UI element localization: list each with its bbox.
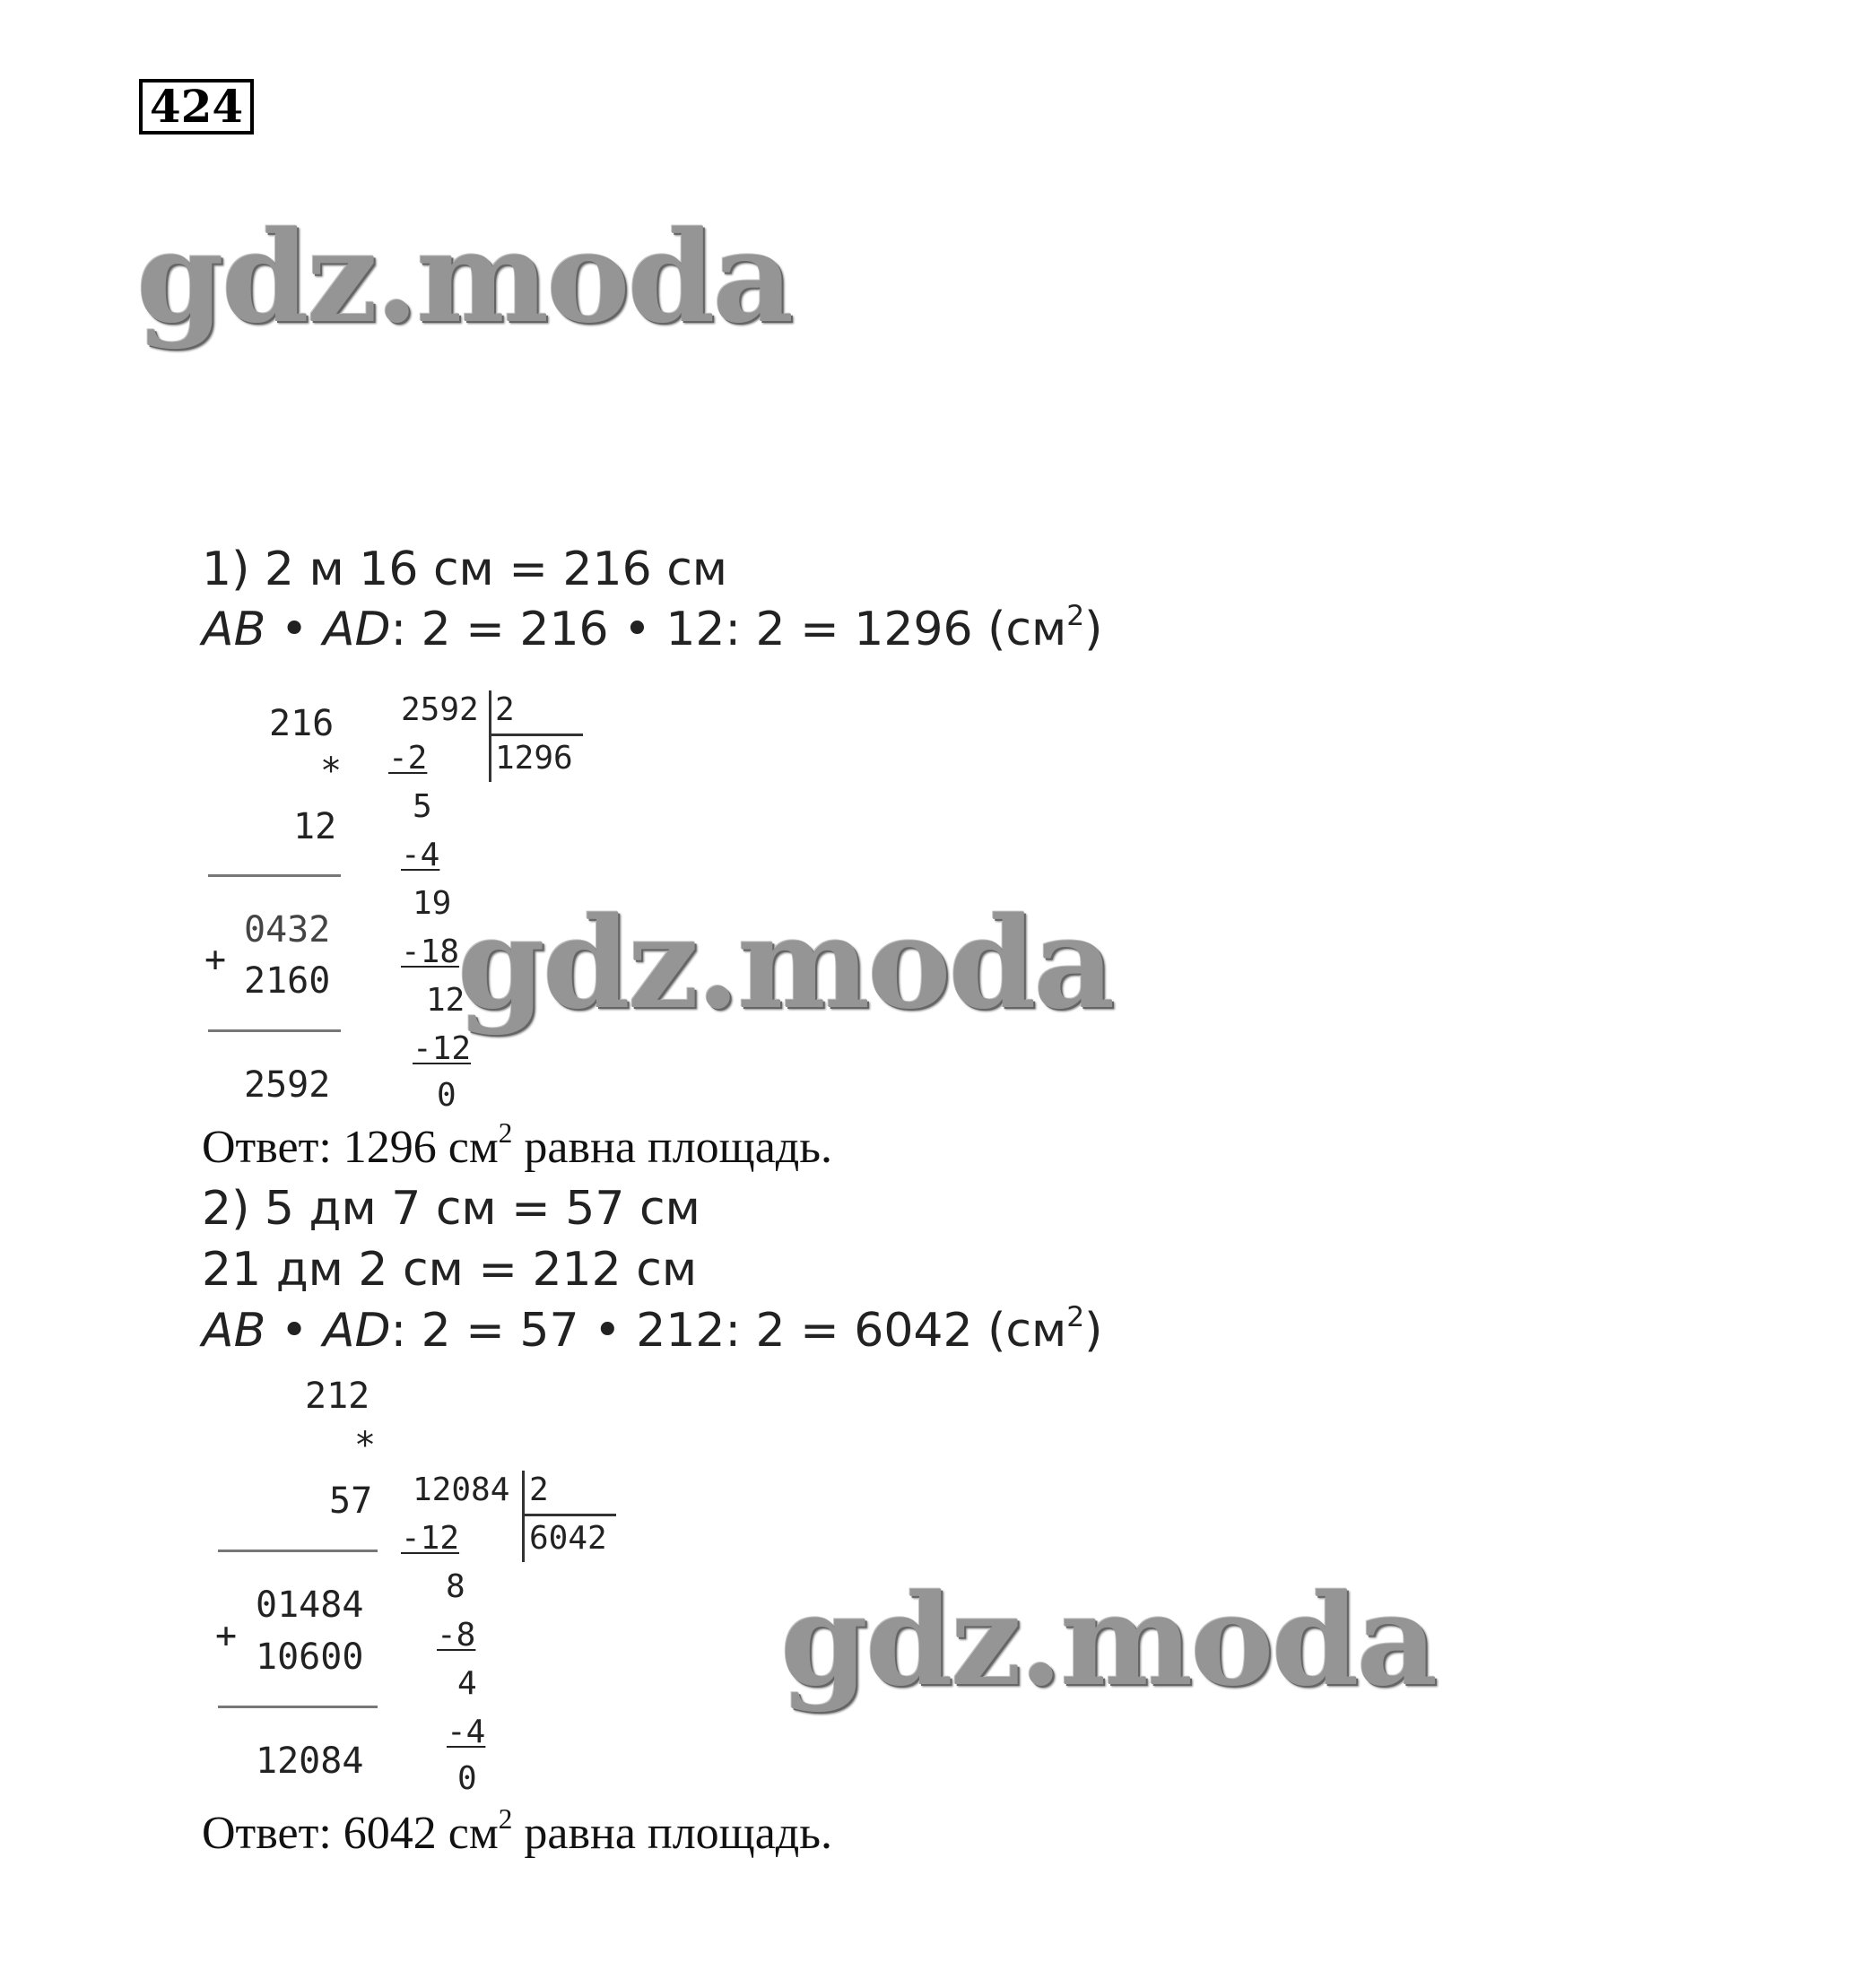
formula-sup: 2 <box>1066 600 1085 633</box>
div1-dividend: 2592 <box>401 691 479 728</box>
div1-step: 12 <box>426 982 465 1019</box>
div1-step: -4 <box>401 837 440 873</box>
formula-rest: : 2 = 216 • 12: 2 = 1296 (см <box>390 603 1067 656</box>
mult1-op: * <box>320 751 343 792</box>
watermark-bottom: gdz.moda <box>780 1567 1436 1715</box>
div1-divisor: 2 <box>495 691 515 728</box>
answer1-sup: 2 <box>498 1117 513 1150</box>
mult1-rule-bottom <box>208 1029 341 1032</box>
div2-divisor: 2 <box>529 1471 549 1508</box>
mult1-result: 2592 <box>244 1064 331 1106</box>
div1-step: 19 <box>413 885 452 922</box>
mult1-a: 216 <box>269 703 335 744</box>
part2-conversion-1: 2) 5 дм 7 см = 57 см <box>202 1182 700 1236</box>
div2-step: -8 <box>437 1617 476 1654</box>
part1-area-formula <box>202 600 1103 656</box>
part2-area-formula <box>202 1301 1103 1358</box>
div1-quotient: 1296 <box>495 740 573 777</box>
mult2-partial1: 01484 <box>256 1584 364 1626</box>
mult2-rule-top <box>218 1550 378 1552</box>
watermark-middle: gdz.moda <box>457 890 1113 1037</box>
formula-lhs: AB • AD <box>202 603 391 656</box>
div2-dividend: 12084 <box>413 1471 510 1508</box>
formula-lhs: AB • AD <box>202 1304 391 1358</box>
div2-step: 8 <box>446 1568 465 1605</box>
part1-conversion: 1) 2 м 16 см = 216 см <box>202 543 728 596</box>
formula-sup: 2 <box>1066 1301 1085 1334</box>
mult2-rule-bottom <box>218 1706 378 1708</box>
div2-step: 4 <box>457 1665 477 1702</box>
answer1-end: равна площадь. <box>512 1122 832 1173</box>
mult2-b: 57 <box>329 1480 373 1522</box>
div2-horizontal-line <box>525 1514 616 1516</box>
div1-vertical-line <box>489 690 491 782</box>
formula-close: ) <box>1084 1304 1103 1358</box>
div2-vertical-line <box>522 1471 525 1562</box>
mult2-plus: + <box>215 1615 238 1656</box>
div1-step: -18 <box>401 933 460 970</box>
div1-step: -2 <box>388 740 428 777</box>
div1-step: 5 <box>413 788 432 825</box>
mult2-partial2: 10600 <box>256 1636 364 1678</box>
div1-horizontal-line <box>491 734 583 736</box>
mult1-rule-top <box>208 874 341 877</box>
formula-rest: : 2 = 57 • 212: 2 = 6042 (см <box>390 1304 1067 1358</box>
mult2-op: * <box>354 1425 377 1466</box>
formula-close: ) <box>1084 603 1103 656</box>
watermark-top: gdz.moda <box>136 204 792 352</box>
div2-step: 0 <box>457 1760 477 1797</box>
div1-step: 0 <box>437 1077 456 1114</box>
answer1-start: Ответ: 1296 см <box>202 1122 499 1173</box>
task-number: 424 <box>139 79 254 135</box>
mult2-result: 12084 <box>256 1741 364 1782</box>
div2-quotient: 6042 <box>529 1520 607 1557</box>
mult1-plus: + <box>204 939 227 980</box>
part2-answer <box>202 1803 832 1861</box>
answer2-end: равна площадь. <box>512 1808 832 1859</box>
mult2-a: 212 <box>305 1376 370 1417</box>
answer2-sup: 2 <box>498 1803 513 1836</box>
part1-answer <box>202 1117 832 1175</box>
div1-step: -12 <box>413 1030 472 1067</box>
answer2-start: Ответ: 6042 см <box>202 1808 499 1859</box>
mult1-b: 12 <box>293 806 337 847</box>
mult1-partial1: 0432 <box>244 909 331 951</box>
div2-step: -4 <box>447 1714 486 1750</box>
mult1-partial2: 2160 <box>244 960 331 1002</box>
part2-conversion-2: 21 дм 2 см = 212 см <box>202 1243 698 1297</box>
div2-step: -12 <box>401 1520 460 1557</box>
